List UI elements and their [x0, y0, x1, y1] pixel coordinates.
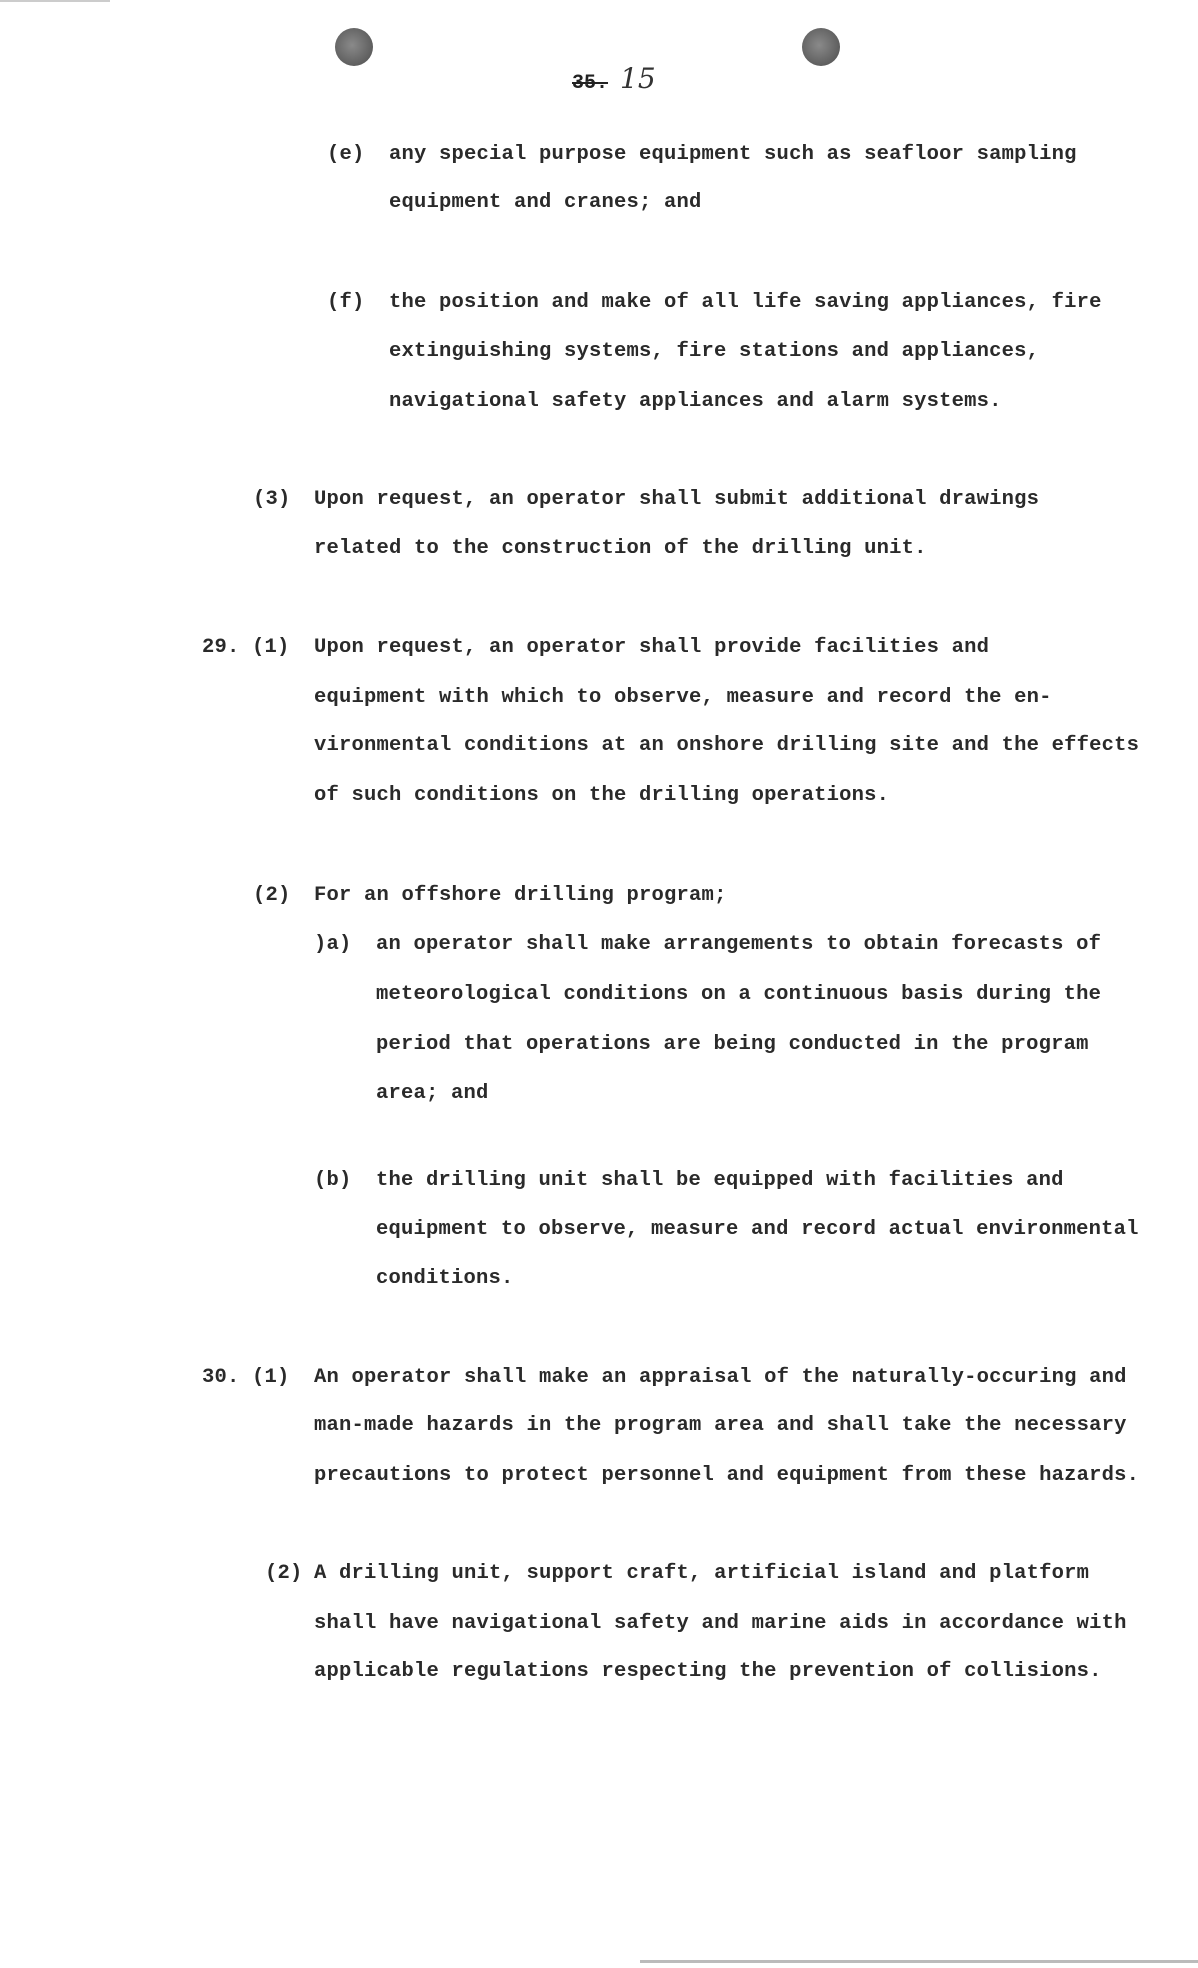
text-line: meteorological conditions on a continuous basis during the — [376, 983, 1102, 1006]
text-line: equipment with which to observe, measure and record the en- — [314, 686, 1052, 709]
text-line: For an offshore drilling program; — [314, 884, 727, 907]
text-line: Upon request, an operator shall provide facilities and — [314, 636, 990, 659]
punch-hole-left — [335, 28, 373, 66]
text-line: area; and — [376, 1082, 489, 1105]
text-line: shall have navigational safety and marine aids in accordance with — [314, 1612, 1127, 1635]
scan-edge-mark — [640, 1960, 1198, 1963]
page-number-printed: 35. — [572, 72, 609, 95]
clause-label: (f) — [327, 291, 365, 314]
text-line: Upon request, an operator shall submit additional drawings — [314, 488, 1040, 511]
text-line: period that operations are being conducted in the program — [376, 1033, 1089, 1056]
text-line: related to the construction of the drilling unit. — [314, 537, 927, 560]
text-line: conditions. — [376, 1267, 514, 1290]
text-line: man-made hazards in the program area and shall take the necessary — [314, 1414, 1127, 1437]
text-line: An operator shall make an appraisal of the naturally-occuring and — [314, 1366, 1127, 1389]
page-number — [572, 62, 656, 95]
page-number-handwritten: 15 — [620, 62, 656, 95]
clause-label: (3) — [253, 488, 291, 511]
text-line: navigational safety appliances and alarm systems. — [389, 390, 1002, 413]
clause-label: (b) — [314, 1169, 352, 1192]
text-line: the position and make of all life saving appliances, fire — [389, 291, 1102, 314]
text-line: vironmental conditions at an onshore drilling site and the effects — [314, 734, 1140, 757]
clause-label: (2) — [253, 884, 291, 907]
clause-label: )a) — [314, 933, 352, 956]
clause-label: 30. (1) — [202, 1366, 290, 1389]
clause-label: (2) — [265, 1562, 303, 1585]
text-line: applicable regulations respecting the prevention of collisions. — [314, 1660, 1102, 1683]
scan-edge-mark — [0, 0, 110, 2]
text-line: an operator shall make arrangements to obtain forecasts of — [376, 933, 1102, 956]
text-line: any special purpose equipment such as seafloor sampling — [389, 143, 1077, 166]
clause-label: 29. (1) — [202, 636, 290, 659]
text-line: of such conditions on the drilling operations. — [314, 784, 890, 807]
text-line: the drilling unit shall be equipped with facilities and — [376, 1169, 1064, 1192]
text-line: equipment to observe, measure and record actual environmental — [376, 1218, 1139, 1241]
punch-hole-right — [802, 28, 840, 66]
text-line: A drilling unit, support craft, artificial island and platform — [314, 1562, 1090, 1585]
text-line: extinguishing systems, fire stations and appliances, — [389, 340, 1040, 363]
text-line: equipment and cranes; and — [389, 191, 702, 214]
clause-label: (e) — [327, 143, 365, 166]
text-line: precautions to protect personnel and equipment from these hazards. — [314, 1464, 1140, 1487]
